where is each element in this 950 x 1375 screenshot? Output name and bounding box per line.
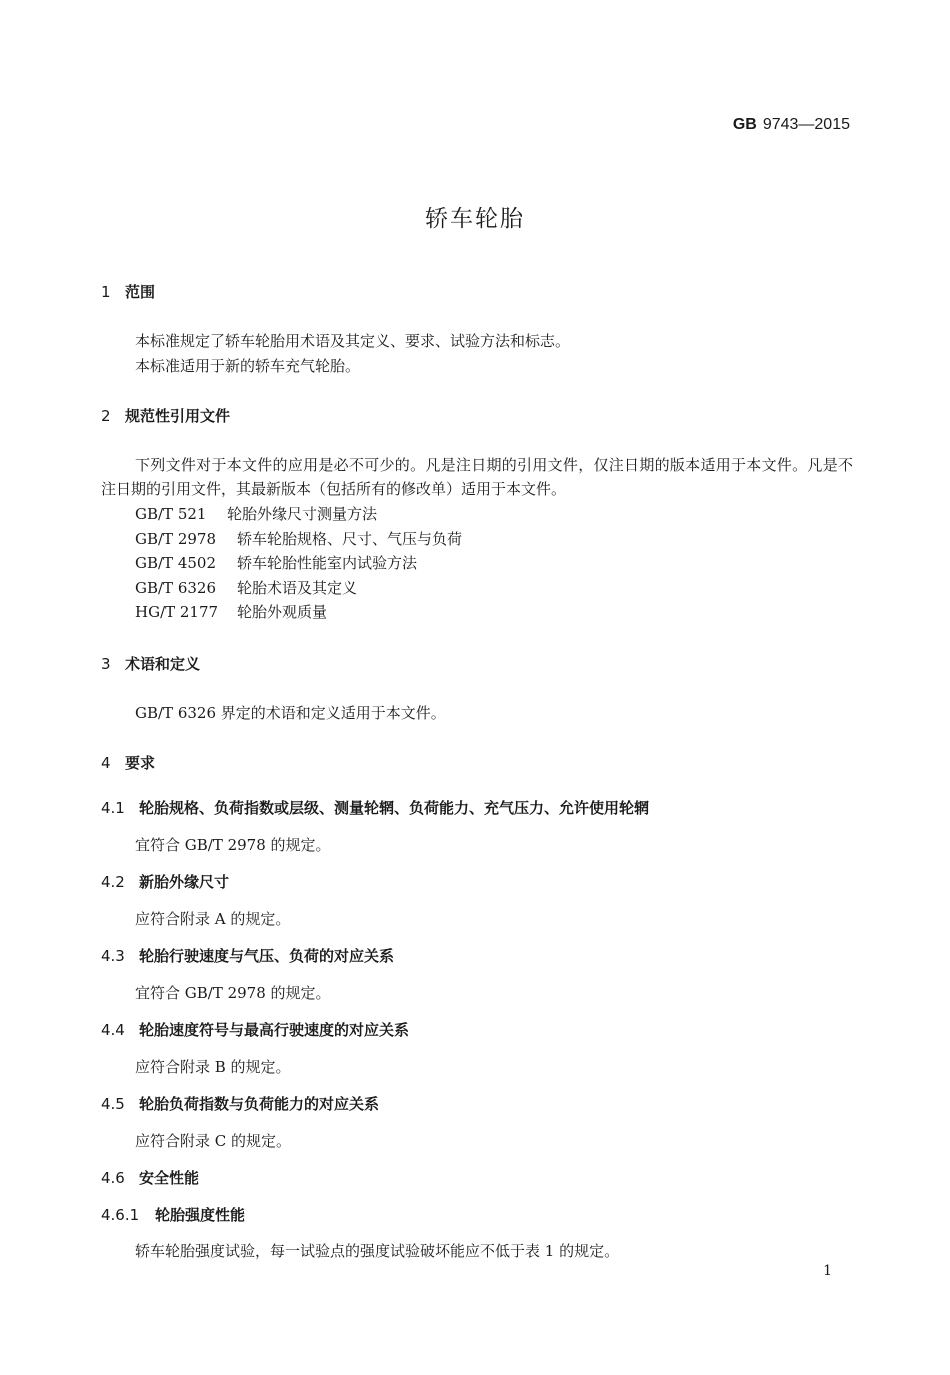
- paragraph: 下列文件对于本文件的应用是必不可少的。凡是注日期的引用文件，仅注日期的版本适用于本文件。凡是不注日期的引用文件，其最新版本（包括所有的修改单）适用于本文件。: [101, 456, 853, 498]
- subsection-4-5-heading: [101, 1093, 379, 1114]
- paragraph: 应符合附录 B 的规定。: [135, 1058, 291, 1076]
- subsection-title: 轮胎行驶速度与气压、负荷的对应关系: [139, 947, 395, 965]
- subsection-4-2-heading: [101, 871, 229, 892]
- reference-item: [135, 552, 417, 573]
- section-4-heading: [101, 752, 155, 773]
- section-number: 1: [101, 283, 111, 301]
- section-number: 2: [101, 407, 111, 425]
- paragraph: 应符合附录 A 的规定。: [135, 910, 291, 928]
- subsection-title: 安全性能: [139, 1169, 200, 1187]
- subsection-title: 轮胎规格、负荷指数或层级、测量轮辋、负荷能力、充气压力、允许使用轮辋: [139, 799, 650, 817]
- section-3-heading: [101, 653, 200, 674]
- subsection-number: 4.2: [101, 873, 125, 891]
- subsection-number: 4.4: [101, 1021, 125, 1039]
- subsection-number: 4.6: [101, 1169, 125, 1187]
- reference-title: 轮胎外观质量: [237, 603, 328, 621]
- page-number: 1: [823, 1263, 832, 1279]
- section-2-heading: [101, 405, 230, 426]
- reference-code: GB/T 2978: [135, 530, 217, 548]
- subsection-4-1-heading: [101, 797, 649, 818]
- standard-code: [733, 116, 850, 134]
- subsection-4-3-heading: [101, 945, 394, 966]
- subsection-4-4-heading: [101, 1019, 409, 1040]
- reference-title: 轿车轮胎性能室内试验方法: [237, 554, 418, 572]
- reference-item: [135, 577, 357, 598]
- reference-item: [135, 503, 377, 524]
- subsection-4-6-heading: [101, 1167, 199, 1188]
- subsection-title: 轮胎强度性能: [155, 1206, 246, 1224]
- reference-code: HG/T 2177: [135, 603, 219, 621]
- section-title: 术语和定义: [125, 655, 201, 673]
- paragraph: 本标准适用于新的轿车充气轮胎。: [135, 357, 361, 375]
- paragraph: 轿车轮胎强度试验，每一试验点的强度试验破坏能应不低于表 1 的规定。: [135, 1242, 620, 1260]
- reference-title: 轮胎术语及其定义: [237, 579, 358, 597]
- paragraph: 宜符合 GB/T 2978 的规定。: [135, 984, 331, 1002]
- paragraph: 本标准规定了轿车轮胎用术语及其定义、要求、试验方法和标志。: [135, 332, 571, 350]
- subsection-title: 新胎外缘尺寸: [139, 873, 230, 891]
- subsection-number: 4.1: [101, 799, 125, 817]
- section-title: 规范性引用文件: [125, 407, 231, 425]
- subsection-title: 轮胎负荷指数与负荷能力的对应关系: [139, 1095, 380, 1113]
- section-title: 要求: [125, 754, 156, 772]
- document-title: 轿车轮胎: [425, 206, 525, 232]
- section-title: 范围: [125, 283, 156, 301]
- section-number: 4: [101, 754, 111, 772]
- standard-prefix: GB: [732, 116, 757, 133]
- subsection-number: 4.6.1: [101, 1206, 140, 1224]
- reference-title: 轿车轮胎规格、尺寸、气压与负荷: [237, 530, 463, 548]
- paragraph: 宜符合 GB/T 2978 的规定。: [135, 836, 331, 854]
- reference-code: GB/T 4502: [135, 554, 217, 572]
- subsection-4-6-1-heading: [101, 1204, 245, 1225]
- standard-number: 9743—2015: [762, 116, 850, 133]
- reference-title: 轮胎外缘尺寸测量方法: [227, 505, 378, 523]
- subsection-number: 4.3: [101, 947, 125, 965]
- subsection-title: 轮胎速度符号与最高行驶速度的对应关系: [139, 1021, 410, 1039]
- paragraph: 应符合附录 C 的规定。: [135, 1132, 292, 1150]
- reference-item: [135, 601, 327, 622]
- subsection-number: 4.5: [101, 1095, 125, 1113]
- paragraph: GB/T 6326 界定的术语和定义适用于本文件。: [135, 704, 446, 722]
- section-number: 3: [101, 655, 111, 673]
- reference-code: GB/T 521: [135, 505, 207, 523]
- section-1-heading: [101, 281, 155, 302]
- reference-code: GB/T 6326: [135, 579, 217, 597]
- reference-item: [135, 528, 462, 549]
